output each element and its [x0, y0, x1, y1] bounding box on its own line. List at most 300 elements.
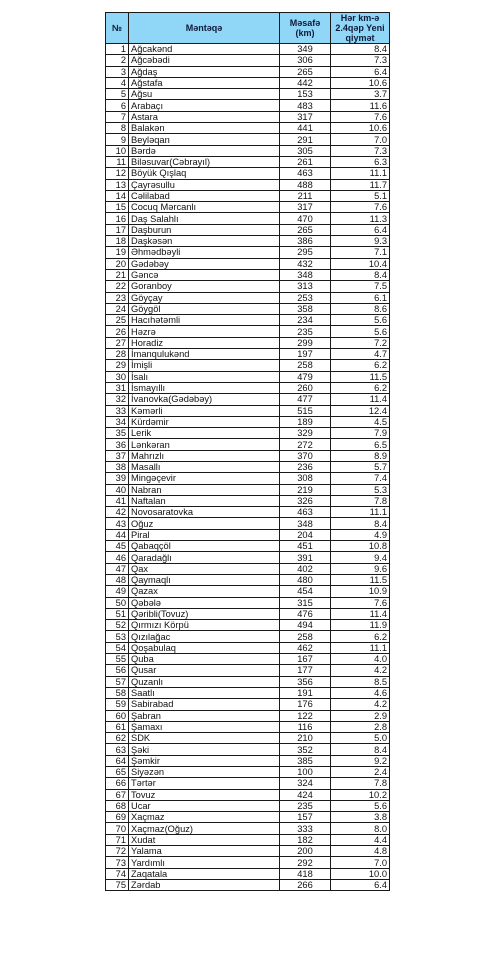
price-cell: 7.9: [331, 428, 390, 439]
destination-cell: Qırmızı Körpü: [129, 620, 280, 631]
price-cell: 11.7: [331, 179, 390, 190]
table-row: [106, 224, 390, 235]
row-number-cell: 13: [106, 179, 129, 190]
table-row: [106, 416, 390, 427]
price-cell: 7.6: [331, 597, 390, 608]
destination-cell: Göygöl: [129, 303, 280, 314]
destination-cell: Qızılağac: [129, 631, 280, 642]
row-number-cell: 50: [106, 597, 129, 608]
table-row: [106, 349, 390, 360]
distance-cell: 454: [280, 586, 331, 597]
price-cell: 2.8: [331, 721, 390, 732]
destination-cell: Çayrəsullu: [129, 179, 280, 190]
distance-cell: 265: [280, 224, 331, 235]
distance-cell: 386: [280, 236, 331, 247]
distance-cell: 261: [280, 156, 331, 167]
destination-cell: Sabirabad: [129, 699, 280, 710]
row-number-cell: 9: [106, 134, 129, 145]
destination-cell: Əhmədbəyli: [129, 247, 280, 258]
table-row: [106, 100, 390, 111]
price-cell: 11.1: [331, 168, 390, 179]
distance-cell: 326: [280, 495, 331, 506]
distance-cell: 402: [280, 563, 331, 574]
distance-cell: 488: [280, 179, 331, 190]
table-row: [106, 77, 390, 88]
table-row: [106, 179, 390, 190]
row-number-cell: 45: [106, 541, 129, 552]
row-number-cell: 4: [106, 77, 129, 88]
table-row: [106, 541, 390, 552]
table-row: [106, 631, 390, 642]
price-cell: 3.7: [331, 89, 390, 100]
distance-cell: 176: [280, 699, 331, 710]
destination-cell: Arabaçı: [129, 100, 280, 111]
distance-cell: 236: [280, 461, 331, 472]
destination-cell: Gədəbəy: [129, 258, 280, 269]
row-number-cell: 16: [106, 213, 129, 224]
table-row: [106, 721, 390, 732]
destination-cell: Qoşabulaq: [129, 642, 280, 653]
distance-cell: 348: [280, 518, 331, 529]
distance-cell: 385: [280, 755, 331, 766]
row-number-cell: 27: [106, 337, 129, 348]
row-number-cell: 22: [106, 281, 129, 292]
row-number-cell: 52: [106, 620, 129, 631]
price-cell: 7.2: [331, 337, 390, 348]
row-number-cell: 46: [106, 552, 129, 563]
price-cell: 6.4: [331, 66, 390, 77]
row-number-cell: 14: [106, 190, 129, 201]
price-cell: 7.4: [331, 473, 390, 484]
distance-cell: 219: [280, 484, 331, 495]
price-cell: 4.2: [331, 665, 390, 676]
table-row: [106, 360, 390, 371]
row-number-cell: 18: [106, 236, 129, 247]
destination-cell: Zaqatala: [129, 868, 280, 879]
row-number-cell: 53: [106, 631, 129, 642]
price-cell: 5.6: [331, 800, 390, 811]
price-cell: 5.6: [331, 315, 390, 326]
distance-cell: 204: [280, 529, 331, 540]
price-cell: 8.4: [331, 744, 390, 755]
destination-cell: Ucar: [129, 800, 280, 811]
table-row: [106, 281, 390, 292]
destination-cell: Şəmkir: [129, 755, 280, 766]
destination-cell: Xaçmaz: [129, 812, 280, 823]
destination-cell: Yalama: [129, 846, 280, 857]
table-row: [106, 699, 390, 710]
row-number-cell: 38: [106, 461, 129, 472]
table-row: [106, 642, 390, 653]
price-cell: 6.4: [331, 224, 390, 235]
destination-cell: İvanovka(Gədəbəy): [129, 394, 280, 405]
table-row: [106, 190, 390, 201]
table-row: [106, 823, 390, 834]
table-row: [106, 213, 390, 224]
price-cell: 6.1: [331, 292, 390, 303]
distance-cell: 463: [280, 507, 331, 518]
destination-cell: Naftalan: [129, 495, 280, 506]
row-number-cell: 74: [106, 868, 129, 879]
destination-cell: SDK: [129, 733, 280, 744]
price-cell: 10.6: [331, 77, 390, 88]
price-cell: 11.4: [331, 608, 390, 619]
row-number-cell: 17: [106, 224, 129, 235]
table-row: [106, 473, 390, 484]
price-cell: 9.3: [331, 236, 390, 247]
price-cell: 10.2: [331, 789, 390, 800]
table-row: [106, 247, 390, 258]
table-row: [106, 123, 390, 134]
table-row: [106, 857, 390, 868]
destination-cell: Kəmərli: [129, 405, 280, 416]
table-row: [106, 303, 390, 314]
row-number-cell: 49: [106, 586, 129, 597]
destination-cell: Qəribli(Tovuz): [129, 608, 280, 619]
distance-cell: 235: [280, 800, 331, 811]
distance-cell: 356: [280, 676, 331, 687]
distance-cell: 260: [280, 382, 331, 393]
table-row: [106, 89, 390, 100]
price-cell: 4.5: [331, 416, 390, 427]
distance-cell: 358: [280, 303, 331, 314]
distance-cell: 313: [280, 281, 331, 292]
row-number-cell: 3: [106, 66, 129, 77]
table-row: [106, 834, 390, 845]
distance-cell: 442: [280, 77, 331, 88]
table-row: [106, 812, 390, 823]
row-number-cell: 19: [106, 247, 129, 258]
price-cell: 8.4: [331, 44, 390, 55]
price-cell: 5.6: [331, 326, 390, 337]
table-row: [106, 789, 390, 800]
price-cell: 5.7: [331, 461, 390, 472]
destination-cell: Horadiz: [129, 337, 280, 348]
row-number-cell: 31: [106, 382, 129, 393]
destination-cell: İsmayıllı: [129, 382, 280, 393]
distance-cell: 266: [280, 879, 331, 890]
destination-cell: Qax: [129, 563, 280, 574]
table-row: [106, 461, 390, 472]
price-cell: 6.4: [331, 879, 390, 890]
table-row: [106, 654, 390, 665]
price-cell: 7.8: [331, 778, 390, 789]
row-number-cell: 11: [106, 156, 129, 167]
row-number-cell: 20: [106, 258, 129, 269]
header-price: Hər km-ə 2.4qəp Yeni qiymət: [331, 13, 390, 44]
price-cell: 7.0: [331, 134, 390, 145]
destination-cell: Qəbələ: [129, 597, 280, 608]
destination-cell: Tərtər: [129, 778, 280, 789]
distance-cell: 167: [280, 654, 331, 665]
price-cell: 8.0: [331, 823, 390, 834]
price-cell: 7.8: [331, 495, 390, 506]
destination-cell: Mahrızlı: [129, 450, 280, 461]
distance-cell: 418: [280, 868, 331, 879]
price-cell: 6.5: [331, 439, 390, 450]
distance-cell: 116: [280, 721, 331, 732]
destination-cell: Qusar: [129, 665, 280, 676]
price-cell: 11.4: [331, 394, 390, 405]
price-cell: 8.5: [331, 676, 390, 687]
table-row: [106, 337, 390, 348]
row-number-cell: 36: [106, 439, 129, 450]
distance-cell: 391: [280, 552, 331, 563]
price-cell: 7.3: [331, 145, 390, 156]
destination-cell: Qaymaqlı: [129, 574, 280, 585]
distance-cell: 451: [280, 541, 331, 552]
destination-cell: Goranboy: [129, 281, 280, 292]
row-number-cell: 61: [106, 721, 129, 732]
destination-cell: Gəncə: [129, 269, 280, 280]
table-row: [106, 236, 390, 247]
price-cell: 9.4: [331, 552, 390, 563]
row-number-cell: 5: [106, 89, 129, 100]
destination-cell: Ağcəbədi: [129, 55, 280, 66]
row-number-cell: 63: [106, 744, 129, 755]
distance-cell: 305: [280, 145, 331, 156]
distance-cell: 197: [280, 349, 331, 360]
row-number-cell: 33: [106, 405, 129, 416]
destination-cell: Ağsu: [129, 89, 280, 100]
distance-cell: 235: [280, 326, 331, 337]
destination-cell: Daşkəsən: [129, 236, 280, 247]
price-cell: 8.4: [331, 269, 390, 280]
price-table: [105, 12, 390, 891]
price-cell: 10.4: [331, 258, 390, 269]
row-number-cell: 35: [106, 428, 129, 439]
price-cell: 7.1: [331, 247, 390, 258]
row-number-cell: 65: [106, 767, 129, 778]
table-row: [106, 800, 390, 811]
destination-cell: Astara: [129, 111, 280, 122]
table-row: [106, 529, 390, 540]
destination-cell: Qabaqçöl: [129, 541, 280, 552]
table-row: [106, 269, 390, 280]
table-row: [106, 518, 390, 529]
distance-cell: 329: [280, 428, 331, 439]
price-cell: 4.9: [331, 529, 390, 540]
distance-cell: 317: [280, 111, 331, 122]
header-distance: Məsafə (km): [280, 13, 331, 44]
table-row: [106, 563, 390, 574]
row-number-cell: 30: [106, 371, 129, 382]
table-row: [106, 778, 390, 789]
distance-cell: 272: [280, 439, 331, 450]
destination-cell: Quzanlı: [129, 676, 280, 687]
distance-cell: 352: [280, 744, 331, 755]
price-cell: 10.9: [331, 586, 390, 597]
distance-cell: 153: [280, 89, 331, 100]
distance-cell: 515: [280, 405, 331, 416]
distance-cell: 258: [280, 360, 331, 371]
price-cell: 6.2: [331, 631, 390, 642]
destination-cell: Şamaxı: [129, 721, 280, 732]
row-number-cell: 24: [106, 303, 129, 314]
row-number-cell: 75: [106, 879, 129, 890]
table-row: [106, 868, 390, 879]
distance-cell: 177: [280, 665, 331, 676]
table-row: [106, 495, 390, 506]
destination-cell: Cocuq Mərcanlı: [129, 202, 280, 213]
row-number-cell: 56: [106, 665, 129, 676]
destination-cell: Mingəçevir: [129, 473, 280, 484]
row-number-cell: 43: [106, 518, 129, 529]
distance-cell: 157: [280, 812, 331, 823]
distance-cell: 479: [280, 371, 331, 382]
destination-cell: Nabran: [129, 484, 280, 495]
price-cell: 11.9: [331, 620, 390, 631]
price-cell: 11.5: [331, 574, 390, 585]
table-row: [106, 258, 390, 269]
price-cell: 4.0: [331, 654, 390, 665]
row-number-cell: 67: [106, 789, 129, 800]
table-row: [106, 879, 390, 890]
price-cell: 8.6: [331, 303, 390, 314]
distance-cell: 424: [280, 789, 331, 800]
distance-cell: 349: [280, 44, 331, 55]
price-cell: 7.6: [331, 202, 390, 213]
price-cell: 9.2: [331, 755, 390, 766]
price-cell: 11.6: [331, 100, 390, 111]
row-number-cell: 29: [106, 360, 129, 371]
table-row: [106, 145, 390, 156]
row-number-cell: 73: [106, 857, 129, 868]
price-cell: 6.3: [331, 156, 390, 167]
table-row: [106, 394, 390, 405]
distance-cell: 477: [280, 394, 331, 405]
destination-cell: Balakən: [129, 123, 280, 134]
price-cell: 10.0: [331, 868, 390, 879]
price-cell: 7.6: [331, 111, 390, 122]
destination-cell: Həzrə: [129, 326, 280, 337]
price-cell: 4.4: [331, 834, 390, 845]
distance-cell: 200: [280, 846, 331, 857]
row-number-cell: 69: [106, 812, 129, 823]
row-number-cell: 12: [106, 168, 129, 179]
price-cell: 11.1: [331, 507, 390, 518]
table-row: [106, 168, 390, 179]
destination-cell: Kürdəmir: [129, 416, 280, 427]
row-number-cell: 34: [106, 416, 129, 427]
row-number-cell: 7: [106, 111, 129, 122]
price-cell: 8.4: [331, 518, 390, 529]
distance-cell: 348: [280, 269, 331, 280]
table-row: [106, 608, 390, 619]
distance-cell: 317: [280, 202, 331, 213]
destination-cell: Şabran: [129, 710, 280, 721]
destination-cell: Lerik: [129, 428, 280, 439]
price-cell: 5.1: [331, 190, 390, 201]
row-number-cell: 10: [106, 145, 129, 156]
table-row: [106, 371, 390, 382]
price-cell: 5.0: [331, 733, 390, 744]
distance-cell: 480: [280, 574, 331, 585]
row-number-cell: 44: [106, 529, 129, 540]
destination-cell: Ağstafa: [129, 77, 280, 88]
distance-cell: 189: [280, 416, 331, 427]
price-cell: 4.2: [331, 699, 390, 710]
table-row: [106, 755, 390, 766]
table-header-row: [106, 13, 390, 44]
table-row: [106, 484, 390, 495]
price-cell: 4.6: [331, 687, 390, 698]
table-row: [106, 439, 390, 450]
destination-cell: Böyük Qışlaq: [129, 168, 280, 179]
row-number-cell: 64: [106, 755, 129, 766]
destination-cell: Daşburun: [129, 224, 280, 235]
table-row: [106, 44, 390, 55]
table-row: [106, 552, 390, 563]
destination-cell: Beyləqan: [129, 134, 280, 145]
table-row: [106, 134, 390, 145]
distance-cell: 182: [280, 834, 331, 845]
distance-cell: 191: [280, 687, 331, 698]
distance-cell: 432: [280, 258, 331, 269]
row-number-cell: 51: [106, 608, 129, 619]
destination-cell: Zərdab: [129, 879, 280, 890]
price-cell: 2.9: [331, 710, 390, 721]
row-number-cell: 39: [106, 473, 129, 484]
row-number-cell: 42: [106, 507, 129, 518]
row-number-cell: 72: [106, 846, 129, 857]
row-number-cell: 57: [106, 676, 129, 687]
table-row: [106, 710, 390, 721]
distance-cell: 308: [280, 473, 331, 484]
destination-cell: Oğuz: [129, 518, 280, 529]
header-number: №: [106, 13, 129, 44]
table-row: [106, 55, 390, 66]
destination-cell: Novosaratovka: [129, 507, 280, 518]
price-cell: 6.2: [331, 360, 390, 371]
distance-cell: 476: [280, 608, 331, 619]
distance-cell: 324: [280, 778, 331, 789]
distance-cell: 462: [280, 642, 331, 653]
price-cell: 12.4: [331, 405, 390, 416]
destination-cell: Qaradağlı: [129, 552, 280, 563]
price-cell: 8.9: [331, 450, 390, 461]
destination-cell: Yardımlı: [129, 857, 280, 868]
distance-cell: 295: [280, 247, 331, 258]
destination-cell: İmanqulukənd: [129, 349, 280, 360]
table-row: [106, 450, 390, 461]
distance-cell: 483: [280, 100, 331, 111]
price-cell: 5.3: [331, 484, 390, 495]
table-row: [106, 744, 390, 755]
distance-cell: 370: [280, 450, 331, 461]
row-number-cell: 59: [106, 699, 129, 710]
destination-cell: Quba: [129, 654, 280, 665]
row-number-cell: 8: [106, 123, 129, 134]
destination-cell: Tovuz: [129, 789, 280, 800]
distance-cell: 253: [280, 292, 331, 303]
table-row: [106, 586, 390, 597]
destination-cell: Xaçmaz(Oğuz): [129, 823, 280, 834]
price-cell: 2.4: [331, 767, 390, 778]
row-number-cell: 62: [106, 733, 129, 744]
destination-cell: Bərdə: [129, 145, 280, 156]
destination-cell: Ağcakənd: [129, 44, 280, 55]
distance-cell: 258: [280, 631, 331, 642]
table-row: [106, 846, 390, 857]
row-number-cell: 2: [106, 55, 129, 66]
distance-cell: 306: [280, 55, 331, 66]
destination-cell: Daş Salahlı: [129, 213, 280, 224]
distance-cell: 122: [280, 710, 331, 721]
distance-cell: 333: [280, 823, 331, 834]
table-row: [106, 202, 390, 213]
table-row: [106, 66, 390, 77]
